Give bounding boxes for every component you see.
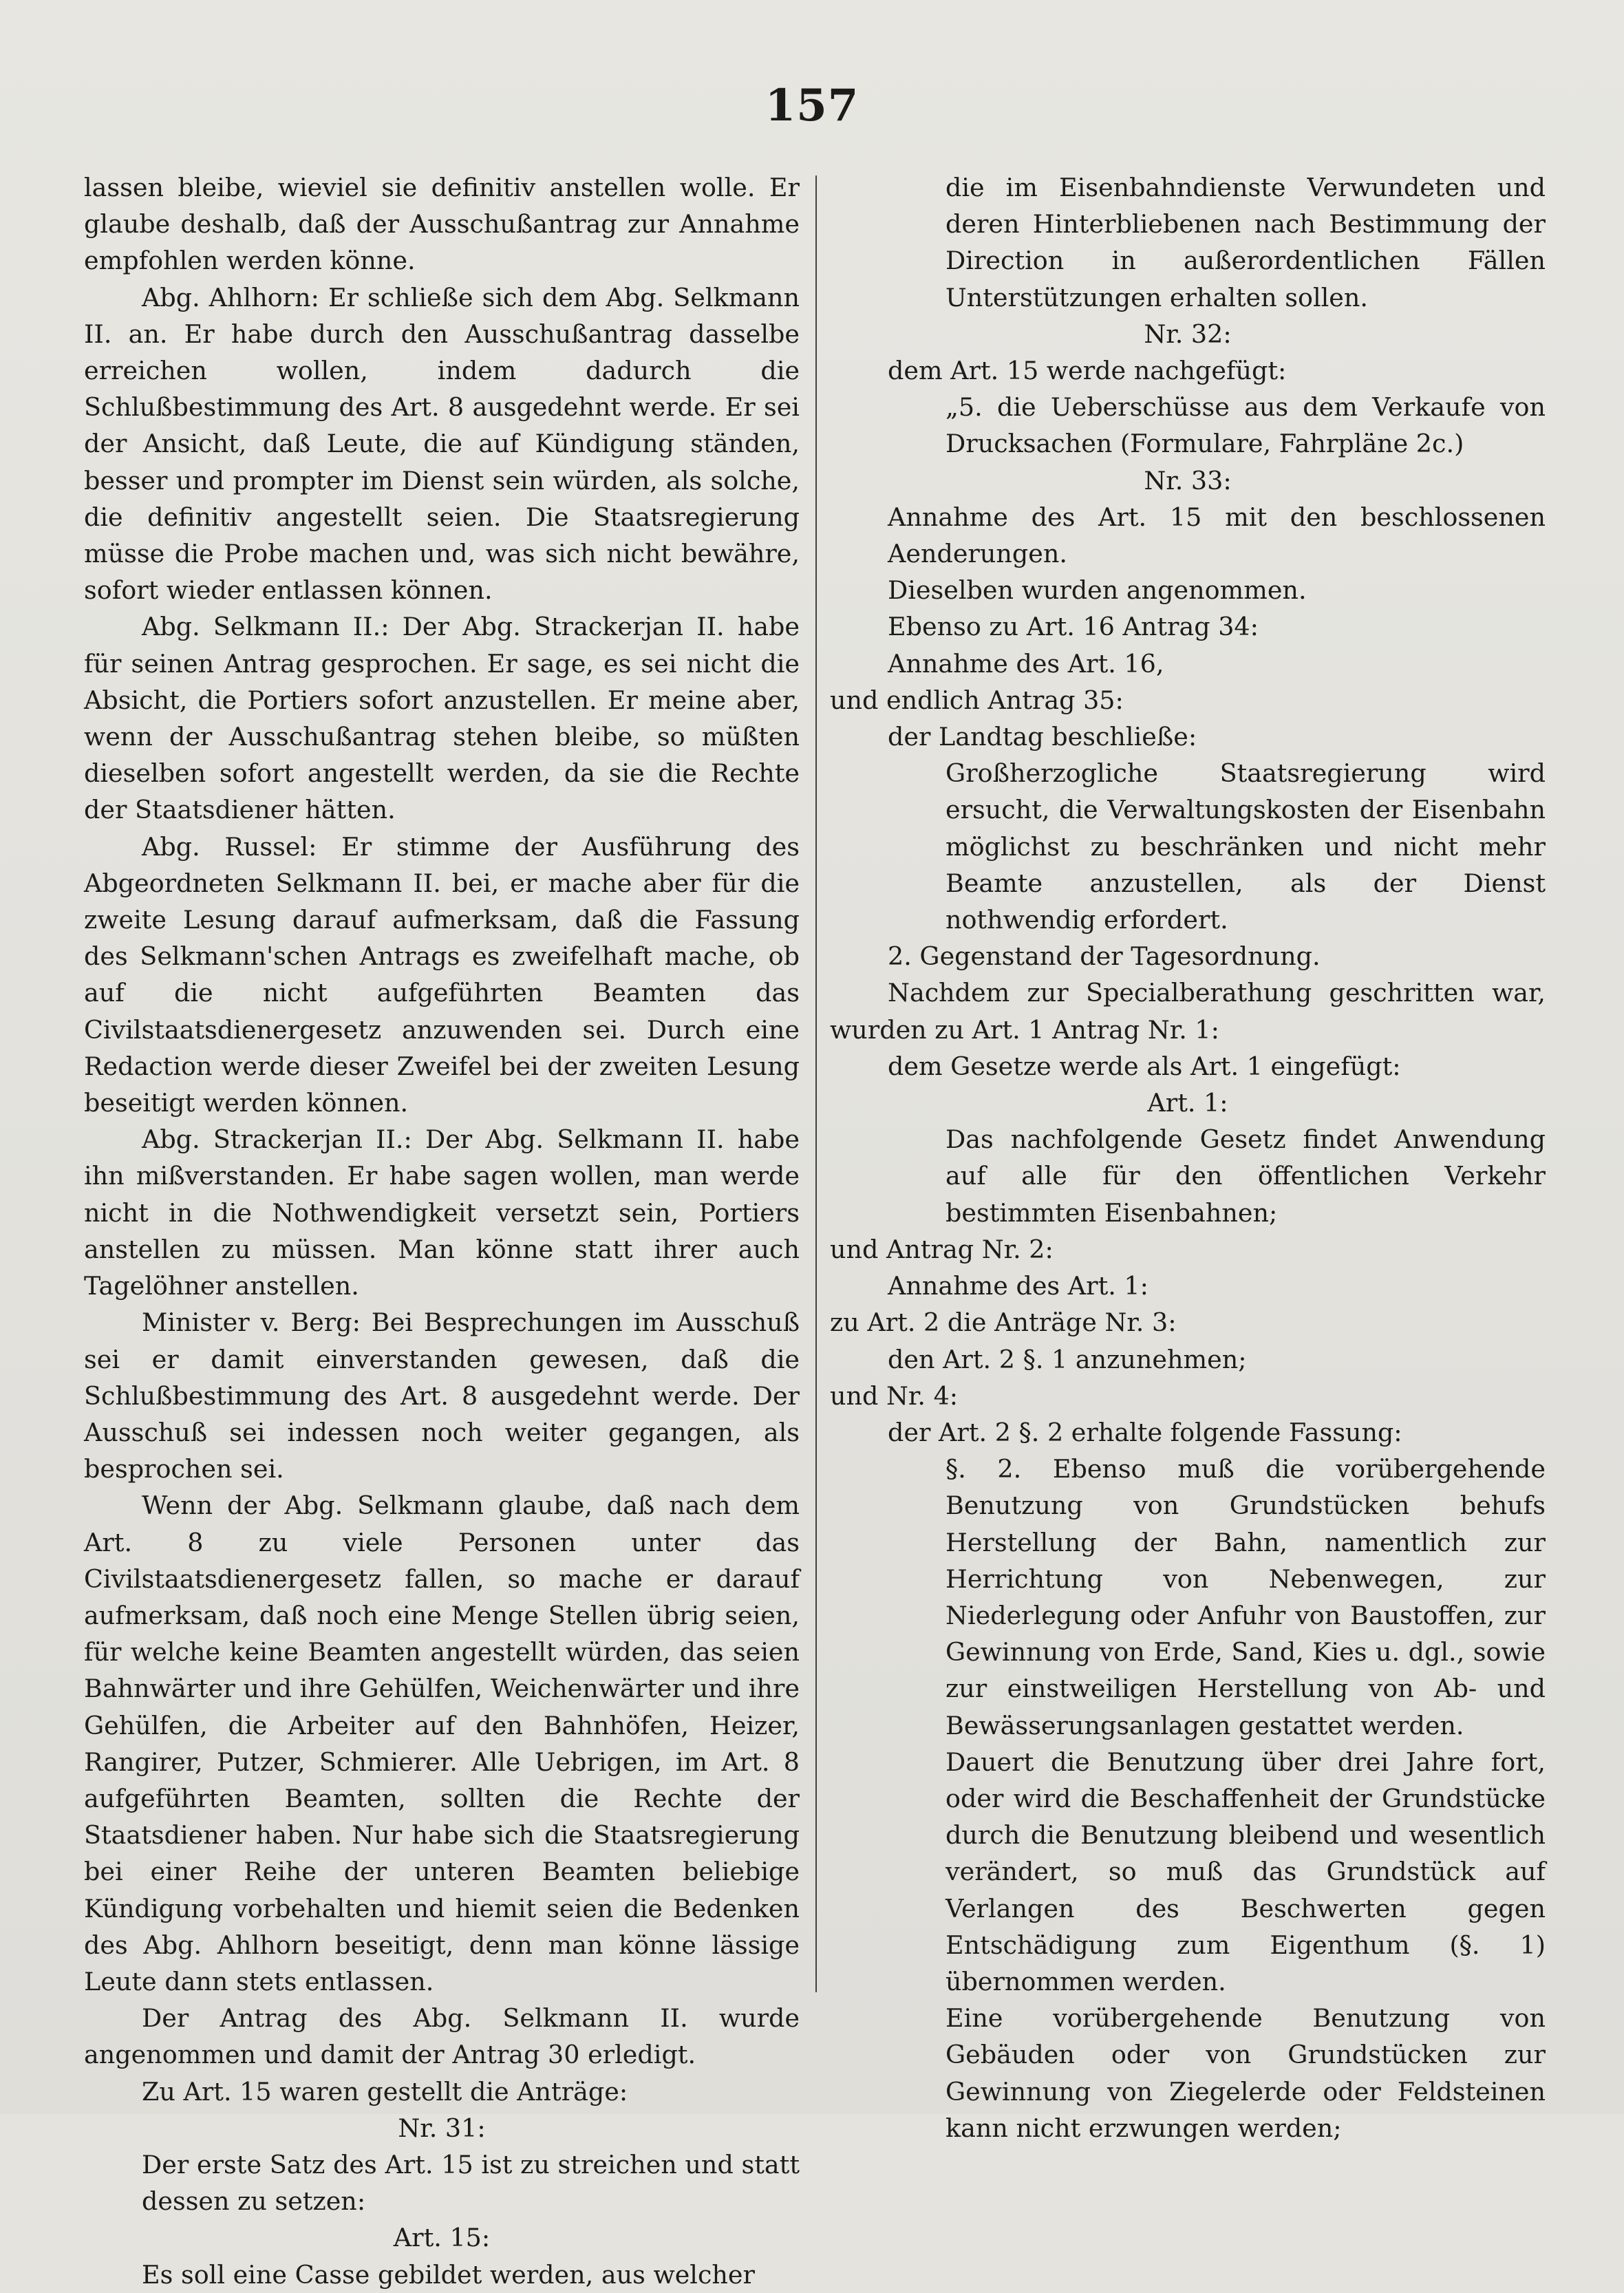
paragraph: den Art. 2 §. 1 anzunehmen; bbox=[888, 1344, 1247, 1374]
section-text: §. 2. Ebenso muß die vorübergehende Benutzung von Grundstücken behufs Herstellung der Bahn, namentlich zur Herrichtung von Nebenwegen, zur Niederlegung oder Anfuhr von Baustoffen, zur Gewinnung von Erde, Sand, Kies u. dgl., sowie zur einstweiligen Herstellung von Ab- und Bewässerungsanlagen gestattet werden. bbox=[945, 1454, 1546, 1740]
paragraph: zu Art. 2 die Anträge Nr. 3: bbox=[830, 1308, 1177, 1338]
motion-number: Nr. 32: bbox=[1144, 319, 1232, 349]
article-text: Es soll eine Casse gebildet werden, aus welcher bbox=[142, 2259, 755, 2290]
section-text: Dauert die Benutzung über drei Jahre fort, oder wird die Beschaffenheit der Grundstücke durch die Benutzung bleibend und wesentlich verändert, so muß das Grundstück auf Verlangen des Beschwerten gegen Entschädigung zum Eigenthum (§. 1) übernommen werden. bbox=[945, 1747, 1546, 1996]
paragraph: und Antrag Nr. 2: bbox=[830, 1234, 1054, 1264]
paragraph: lassen bleibe, wieviel sie definitiv anstellen wolle. Er glaube deshalb, daß der Ausschußantrag zur Annahme empfohlen werden könne. bbox=[84, 173, 800, 276]
article-heading: Art. 1: bbox=[1147, 1088, 1228, 1118]
paragraph: Annahme des Art. 1: bbox=[888, 1271, 1148, 1301]
article-heading: Art. 15: bbox=[393, 2223, 491, 2253]
right-column bbox=[830, 169, 1546, 2146]
speech-russel: Abg. Russel: Er stimme der Ausführung des Abgeordneten Selkmann II. bei, er mache aber für die zweite Lesung darauf aufmerksam, daß die Fassung des Selkmann'schen Antrags es zweifelhaft mache, ob auf die nicht aufgeführten Beamten das Civilstaatsdienergesetz anzuwenden sei. Durch eine Redaction werde dieser Zweifel bei der zweiten Lesung beseitigt werden können. bbox=[84, 831, 800, 1118]
page-number: 157 bbox=[765, 80, 859, 131]
paragraph: Wenn der Abg. Selkmann glaube, daß nach dem Art. 8 zu viele Personen unter das Civilstaatsdienergesetz fallen, so mache er darauf aufmerksam, daß noch eine Menge Stellen übrig seien, für welche keine Beamten angestellt würden, das seien Bahnwärter und ihre Gehülfen, Weichenwärter und ihre Gehülfen, die Arbeiter auf den Bahnhöfen, Heizer, Rangirer, Putzer, Schmierer. Alle Uebrigen, im Art. 8 aufgeführten Beamten, sollten die Rechte der Staatsdiener haben. Nur habe sich die Staatsregierung bei einer Reihe der unteren Beamten beliebige Kündigung vorbehalten und hiemit seien die Bedenken des Abg. Ahlhorn beseitigt, denn man könne lässige Leute dann stets entlassen. bbox=[84, 1491, 800, 1996]
paragraph: Annahme des Art. 15 mit den beschlossenen Aenderungen. bbox=[888, 502, 1546, 569]
paragraph: der Landtag beschließe: bbox=[888, 722, 1197, 752]
motion-text: Großherzogliche Staatsregierung wird ersucht, die Verwaltungskosten der Eisenbahn möglichst zu beschränken und nicht mehr Beamte anzustellen, als der Dienst nothwendig erfordert. bbox=[945, 758, 1546, 935]
left-column bbox=[84, 169, 800, 2293]
speech-selkmann: Abg. Selkmann II.: Der Abg. Strackerjan II. habe für seinen Antrag gesprochen. Er sage, es sei nicht die Absicht, die Portiers sofort anzustellen. Er meine aber, wenn der Ausschußantrag stehen bleibe, so müßten dieselben sofort angestellt werden, da sie die Rechte der Staatsdiener hätten. bbox=[84, 612, 800, 825]
speech-minister-berg: Minister v. Berg: Bei Besprechungen im Ausschuß sei er damit einverstanden gewesen, daß die Schlußbestimmung des Art. 8 ausgedehnt werde. Der Ausschuß sei indessen noch weiter gegangen, als besprochen sei. bbox=[84, 1308, 800, 1484]
article-text: „5. die Ueberschüsse aus dem Verkaufe von Drucksachen (Formulare, Fahrpläne 2c.) bbox=[945, 392, 1546, 459]
resolution-text: Dieselben wurden angenommen. bbox=[888, 575, 1307, 606]
motion-text: Der erste Satz des Art. 15 ist zu streichen und statt dessen zu setzen: bbox=[142, 2149, 800, 2217]
paragraph: Annahme des Art. 16, bbox=[888, 648, 1164, 679]
agenda-item-heading: 2. Gegenstand der Tagesordnung. bbox=[888, 941, 1321, 972]
article-text: die im Eisenbahndienste Verwundeten und deren Hinterbliebenen nach Bestimmung der Direction in außerordentlichen Fällen Unterstützungen erhalten sollen. bbox=[945, 173, 1546, 312]
speech-strackerjan: Abg. Strackerjan II.: Der Abg. Selkmann II. habe ihn mißverstanden. Er habe sagen wollen, man werde nicht in die Nothwendigkeit versetzt sein, Portiers anstellen zu müssen. Man könne statt ihrer auch Tagelöhner anstellen. bbox=[84, 1124, 800, 1301]
paragraph: und Nr. 4: bbox=[830, 1380, 959, 1411]
motion-number: Nr. 33: bbox=[1144, 465, 1232, 495]
paragraph: Ebenso zu Art. 16 Antrag 34: bbox=[888, 612, 1259, 642]
paragraph: Zu Art. 15 waren gestellt die Anträge: bbox=[142, 2076, 628, 2107]
paragraph: dem Art. 15 werde nachgefügt: bbox=[888, 356, 1287, 386]
column-divider bbox=[815, 175, 817, 1992]
motion-number: Nr. 31: bbox=[398, 2113, 486, 2143]
speech-ahlhorn: Abg. Ahlhorn: Er schließe sich dem Abg. Selkmann II. an. Er habe durch den Ausschußantrag dasselbe erreichen wollen, indem dadurch die Schlußbestimmung des Art. 8 ausgedehnt werde. Er sei der Ansicht, daß Leute, die auf Kündigung ständen, besser und prompter im Dienst sein würden, als solche, die definitiv angestellt seien. Die Staatsregierung müsse die Probe machen und, was sich nicht bewähre, sofort wieder entlassen können. bbox=[84, 282, 800, 606]
paragraph: Nachdem zur Specialberathung geschritten war, wurden zu Art. 1 Antrag Nr. 1: bbox=[830, 978, 1546, 1045]
paragraph: der Art. 2 §. 2 erhalte folgende Fassung: bbox=[888, 1417, 1402, 1447]
paragraph: und endlich Antrag 35: bbox=[830, 685, 1124, 715]
resolution-text: Der Antrag des Abg. Selkmann II. wurde angenommen und damit der Antrag 30 erledigt. bbox=[84, 2003, 800, 2070]
paragraph: dem Gesetze werde als Art. 1 eingefügt: bbox=[888, 1051, 1401, 1081]
section-text: Eine vorübergehende Benutzung von Gebäuden oder von Grundstücken zur Gewinnung von Ziegelerde oder Feldsteinen kann nicht erzwungen werden; bbox=[945, 2003, 1546, 2143]
article-text: Das nachfolgende Gesetz findet Anwendung auf alle für den öffentlichen Verkehr bestimmten Eisenbahnen; bbox=[945, 1124, 1546, 1228]
